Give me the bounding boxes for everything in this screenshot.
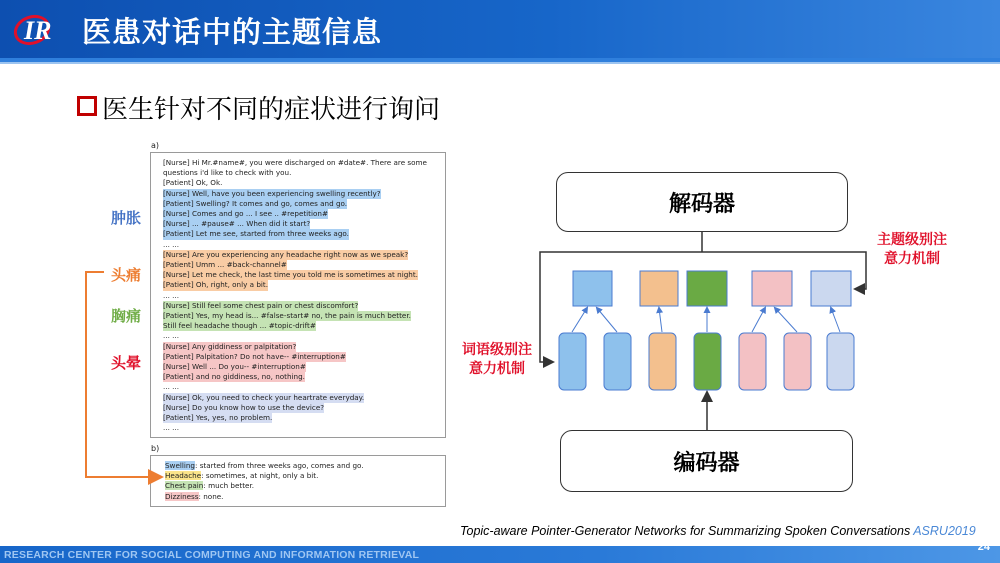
tag-swelling: 肿胀 — [111, 209, 142, 227]
dialogue-line: [Patient] Umm ... #back-channel# — [163, 260, 287, 269]
dialogue-line: [Nurse] Are you experiencing any headache right now as we speak? — [163, 249, 409, 259]
topic-node-dizziness — [752, 271, 792, 306]
tag-chest-pain: 胸痛 — [111, 307, 142, 325]
hidden-state-2 — [604, 333, 631, 390]
summary-topic-value: : none. — [198, 491, 224, 501]
summary-topic-value: : much better. — [203, 481, 255, 491]
word-attention-text: 词语级别注 意力机制 — [462, 342, 532, 377]
svg-text:IR: IR — [24, 16, 52, 45]
summary-topic-key: Chest pain — [165, 481, 204, 491]
dialogue-line: ... ... — [163, 331, 179, 341]
dialogue-line: [Nurse] Still feel some chest pain or chest discomfort? — [163, 300, 359, 310]
word-attention-label — [447, 341, 547, 379]
topic-node-swelling — [573, 271, 612, 306]
dialogue-line: [Nurse] Well ... Do you-- #interruption# — [163, 362, 306, 371]
tag-headache: 头痛 — [111, 266, 142, 284]
dialogue-line: [Patient] Yes, yes, no problem. — [163, 413, 273, 422]
dialogue-line: [Nurse] Ok, you need to check your heartrate everyday. — [163, 392, 365, 402]
topic-node-headache — [640, 271, 678, 306]
hidden-state-7 — [827, 333, 854, 390]
dialogue-line: [Nurse] Well, have you been experiencing swelling recently? — [163, 188, 381, 198]
topic-attention-line — [702, 252, 866, 289]
dialogue-line: [Patient] Oh, right, only a bit. — [163, 280, 268, 290]
dialogue-line: [Patient] Palpitation? Do not have-- #interruption# — [163, 351, 346, 361]
topic-attention-label — [862, 231, 962, 269]
headache-connector-line — [86, 272, 160, 477]
encoder-box: 编码器 — [560, 430, 853, 492]
hidden-state-1 — [559, 333, 586, 390]
bullet-text: 医生针对不同的症状进行询问 — [102, 95, 441, 125]
word-attention-line — [540, 252, 702, 362]
panel-a-label: a) — [151, 141, 160, 150]
dialogue-line: [Patient] Yes, my head is... #false-start# no, the pain is much better. — [163, 311, 411, 320]
header-rule-light — [0, 62, 1000, 64]
summary-topic-value: : started from three weeks ago, comes and go. — [194, 461, 364, 470]
dialogue-line: [Patient] and no giddiness, no, nothing. — [163, 372, 305, 382]
slide-title: 医患对话中的主题信息 — [82, 15, 383, 49]
topic-attention-text: 主题级别注 意力机制 — [877, 232, 947, 267]
dialogue-line: questions i'd like to check with you. — [163, 168, 292, 178]
panel-b-label: b) — [151, 444, 160, 453]
dialogue-line: [Nurse] Hi Mr.#name#, you were discharged on #date#. There are some — [163, 158, 427, 167]
dialogue-line: ... ... — [163, 239, 179, 249]
summary-line — [165, 461, 364, 471]
bullet-square-icon — [77, 96, 97, 116]
decoder-box: 解码器 — [556, 172, 848, 232]
dialogue-line: [Nurse] Do you know how to use the device? — [163, 402, 325, 412]
dialogue-line: [Nurse] Let me check, the last time you told me is sometimes at night. — [163, 270, 418, 280]
summary-line — [165, 492, 223, 502]
dialogue-line: [Nurse] Any giddiness or palpitation? — [163, 341, 297, 351]
citation-venue: ASRU2019 — [913, 524, 976, 538]
paper-citation — [460, 524, 976, 538]
summary-topic-key: Headache — [165, 471, 202, 481]
tag-dizziness: 头晕 — [111, 354, 142, 372]
dialogue-line: [Nurse] ... #pause# ... When did it start? — [163, 219, 311, 229]
topic-node-other — [811, 271, 851, 306]
footer-lab-name: RESEARCH CENTER FOR SOCIAL COMPUTING AND INFORMATION RETRIEVAL — [4, 549, 420, 561]
dialogue-line: [Patient] Swelling? It comes and go, comes and go. — [163, 198, 348, 208]
dialogue-line: [Nurse] Comes and go ... I see .. #repetition# — [163, 209, 328, 218]
hidden-state-3 — [649, 333, 676, 390]
summary-panel — [150, 455, 446, 507]
summary-topic-key: Dizziness — [165, 491, 199, 501]
summary-topic-value: : sometimes, at night, only a bit. — [201, 471, 319, 481]
dialogue-line: [Patient] Let me see, started from three weeks ago. — [163, 229, 349, 239]
hidden-state-6 — [784, 333, 811, 390]
dialogue-line: ... ... — [163, 382, 179, 392]
dialogue-line: [Patient] Ok, Ok. — [163, 178, 223, 188]
lab-logo-icon — [12, 10, 64, 48]
hidden-state-5 — [739, 333, 766, 390]
summary-line — [165, 471, 318, 481]
dialogue-line: ... ... — [163, 290, 179, 300]
summary-topic-key: Swelling — [165, 461, 195, 470]
page-number: 24 — [977, 541, 990, 553]
topic-node-chest — [687, 271, 727, 306]
dialogue-line: Still feel headache though ... #topic-drift# — [163, 321, 316, 331]
hidden-state-4 — [694, 333, 721, 390]
summary-line — [165, 481, 254, 491]
dialogue-panel — [150, 152, 446, 438]
citation-title: Topic-aware Pointer-Generator Networks for Summarizing Spoken Conversations — [460, 524, 914, 538]
dialogue-line: ... ... — [163, 423, 179, 433]
